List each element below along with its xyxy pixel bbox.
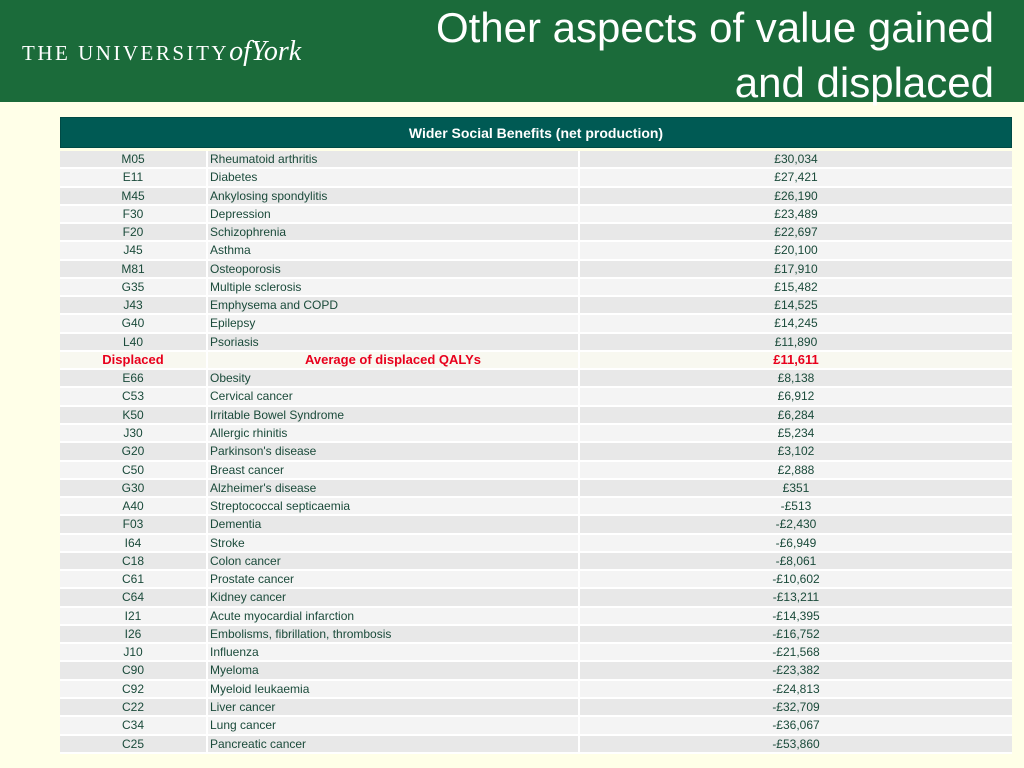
value-cell: -£2,430: [580, 516, 1012, 534]
table-row: [60, 315, 1012, 333]
code-cell: M05: [60, 151, 208, 169]
condition-cell: Myeloma: [208, 662, 580, 680]
displaced-row: [60, 352, 1012, 370]
table-body: [60, 151, 1012, 754]
code-cell: A40: [60, 498, 208, 516]
table-row: [60, 480, 1012, 498]
value-cell: £11,890: [580, 334, 1012, 352]
title-line-2: and displaced: [734, 59, 994, 106]
code-cell: J45: [60, 242, 208, 260]
value-cell: -£16,752: [580, 626, 1012, 644]
logo-of: of: [229, 36, 251, 67]
code-cell: G35: [60, 279, 208, 297]
code-cell: E11: [60, 169, 208, 187]
condition-cell: Pancreatic cancer: [208, 736, 580, 754]
page-title: [354, 0, 994, 110]
title-line-1: Other aspects of value gained: [435, 4, 994, 51]
value-cell: £26,190: [580, 188, 1012, 206]
table-row: [60, 553, 1012, 571]
table-row: [60, 535, 1012, 553]
condition-cell: Streptococcal septicaemia: [208, 498, 580, 516]
table-row: [60, 516, 1012, 534]
condition-cell: Emphysema and COPD: [208, 297, 580, 315]
code-cell: C18: [60, 553, 208, 571]
value-cell: £6,284: [580, 407, 1012, 425]
table-row: [60, 297, 1012, 315]
table-row: [60, 151, 1012, 169]
value-cell: £5,234: [580, 425, 1012, 443]
table-row: [60, 681, 1012, 699]
value-cell: -£8,061: [580, 553, 1012, 571]
table-row: [60, 662, 1012, 680]
condition-cell: Colon cancer: [208, 553, 580, 571]
table-row: [60, 589, 1012, 607]
benefits-table: [60, 117, 1012, 754]
condition-cell: Psoriasis: [208, 334, 580, 352]
condition-cell: Stroke: [208, 535, 580, 553]
condition-cell: Rheumatoid arthritis: [208, 151, 580, 169]
code-cell: C90: [60, 662, 208, 680]
table-row: [60, 462, 1012, 480]
table-row: [60, 608, 1012, 626]
code-cell: C22: [60, 699, 208, 717]
table-row: [60, 736, 1012, 754]
table-row: [60, 206, 1012, 224]
value-cell: £2,888: [580, 462, 1012, 480]
value-cell: -£6,949: [580, 535, 1012, 553]
value-cell: -£53,860: [580, 736, 1012, 754]
condition-cell: Multiple sclerosis: [208, 279, 580, 297]
value-cell: £30,034: [580, 151, 1012, 169]
code-cell: C64: [60, 589, 208, 607]
table-row: [60, 571, 1012, 589]
value-cell: £8,138: [580, 370, 1012, 388]
value-cell: £17,910: [580, 261, 1012, 279]
table-row: [60, 425, 1012, 443]
table-row: [60, 644, 1012, 662]
logo-york: York: [250, 36, 302, 67]
value-cell: £14,245: [580, 315, 1012, 333]
code-cell: G30: [60, 480, 208, 498]
value-cell: £15,482: [580, 279, 1012, 297]
code-cell: C25: [60, 736, 208, 754]
value-cell: -£21,568: [580, 644, 1012, 662]
code-cell: G40: [60, 315, 208, 333]
value-cell: -£23,382: [580, 662, 1012, 680]
table-row: [60, 717, 1012, 735]
table-row: [60, 261, 1012, 279]
value-cell: £351: [580, 480, 1012, 498]
code-cell: M81: [60, 261, 208, 279]
value-cell: -£14,395: [580, 608, 1012, 626]
code-cell: I26: [60, 626, 208, 644]
header-banner: [0, 0, 1024, 106]
condition-cell: Irritable Bowel Syndrome: [208, 407, 580, 425]
value-cell: £22,697: [580, 224, 1012, 242]
table-row: [60, 699, 1012, 717]
table-row: [60, 626, 1012, 644]
code-cell: I64: [60, 535, 208, 553]
value-cell: -£24,813: [580, 681, 1012, 699]
table-row: [60, 498, 1012, 516]
condition-cell: Liver cancer: [208, 699, 580, 717]
code-cell: M45: [60, 188, 208, 206]
code-cell: C92: [60, 681, 208, 699]
condition-cell: Kidney cancer: [208, 589, 580, 607]
code-cell: E66: [60, 370, 208, 388]
table-row: [60, 169, 1012, 187]
condition-cell: Embolisms, fibrillation, thrombosis: [208, 626, 580, 644]
code-cell: I21: [60, 608, 208, 626]
condition-cell: Ankylosing spondylitis: [208, 188, 580, 206]
code-cell: L40: [60, 334, 208, 352]
code-cell: K50: [60, 407, 208, 425]
table-heading: Wider Social Benefits (net production): [60, 117, 1012, 148]
code-cell: F03: [60, 516, 208, 534]
condition-cell: Depression: [208, 206, 580, 224]
code-cell: G20: [60, 443, 208, 461]
condition-cell: Cervical cancer: [208, 388, 580, 406]
table-row: [60, 370, 1012, 388]
value-cell: -£513: [580, 498, 1012, 516]
condition-cell: Myeloid leukaemia: [208, 681, 580, 699]
value-cell: -£32,709: [580, 699, 1012, 717]
condition-cell: Prostate cancer: [208, 571, 580, 589]
table-row: [60, 224, 1012, 242]
value-cell: £23,489: [580, 206, 1012, 224]
value-cell: -£36,067: [580, 717, 1012, 735]
condition-cell: Asthma: [208, 242, 580, 260]
code-cell: C53: [60, 388, 208, 406]
table-row: [60, 443, 1012, 461]
code-cell: C50: [60, 462, 208, 480]
condition-cell: Parkinson's disease: [208, 443, 580, 461]
code-cell: C61: [60, 571, 208, 589]
table-row: [60, 334, 1012, 352]
value-cell: -£13,211: [580, 589, 1012, 607]
condition-cell: Obesity: [208, 370, 580, 388]
value-cell: £14,525: [580, 297, 1012, 315]
condition-cell: Allergic rhinitis: [208, 425, 580, 443]
code-cell: C34: [60, 717, 208, 735]
university-logo: [22, 36, 301, 68]
value-cell: -£10,602: [580, 571, 1012, 589]
table-row: [60, 407, 1012, 425]
table-row: [60, 188, 1012, 206]
condition-cell: Dementia: [208, 516, 580, 534]
table-row: [60, 242, 1012, 260]
value-cell: £6,912: [580, 388, 1012, 406]
condition-cell: Average of displaced QALYs: [208, 352, 580, 370]
value-cell: £27,421: [580, 169, 1012, 187]
table-row: [60, 279, 1012, 297]
code-cell: J43: [60, 297, 208, 315]
code-cell: F20: [60, 224, 208, 242]
value-cell: £3,102: [580, 443, 1012, 461]
condition-cell: Lung cancer: [208, 717, 580, 735]
condition-cell: Influenza: [208, 644, 580, 662]
code-cell: Displaced: [60, 352, 208, 370]
condition-cell: Epilepsy: [208, 315, 580, 333]
code-cell: J10: [60, 644, 208, 662]
value-cell: £20,100: [580, 242, 1012, 260]
table-row: [60, 388, 1012, 406]
condition-cell: Acute myocardial infarction: [208, 608, 580, 626]
code-cell: J30: [60, 425, 208, 443]
condition-cell: Diabetes: [208, 169, 580, 187]
condition-cell: Osteoporosis: [208, 261, 580, 279]
logo-prefix: THE UNIVERSITY: [22, 41, 230, 65]
condition-cell: Schizophrenia: [208, 224, 580, 242]
code-cell: F30: [60, 206, 208, 224]
value-cell: £11,611: [580, 352, 1012, 370]
condition-cell: Alzheimer's disease: [208, 480, 580, 498]
condition-cell: Breast cancer: [208, 462, 580, 480]
